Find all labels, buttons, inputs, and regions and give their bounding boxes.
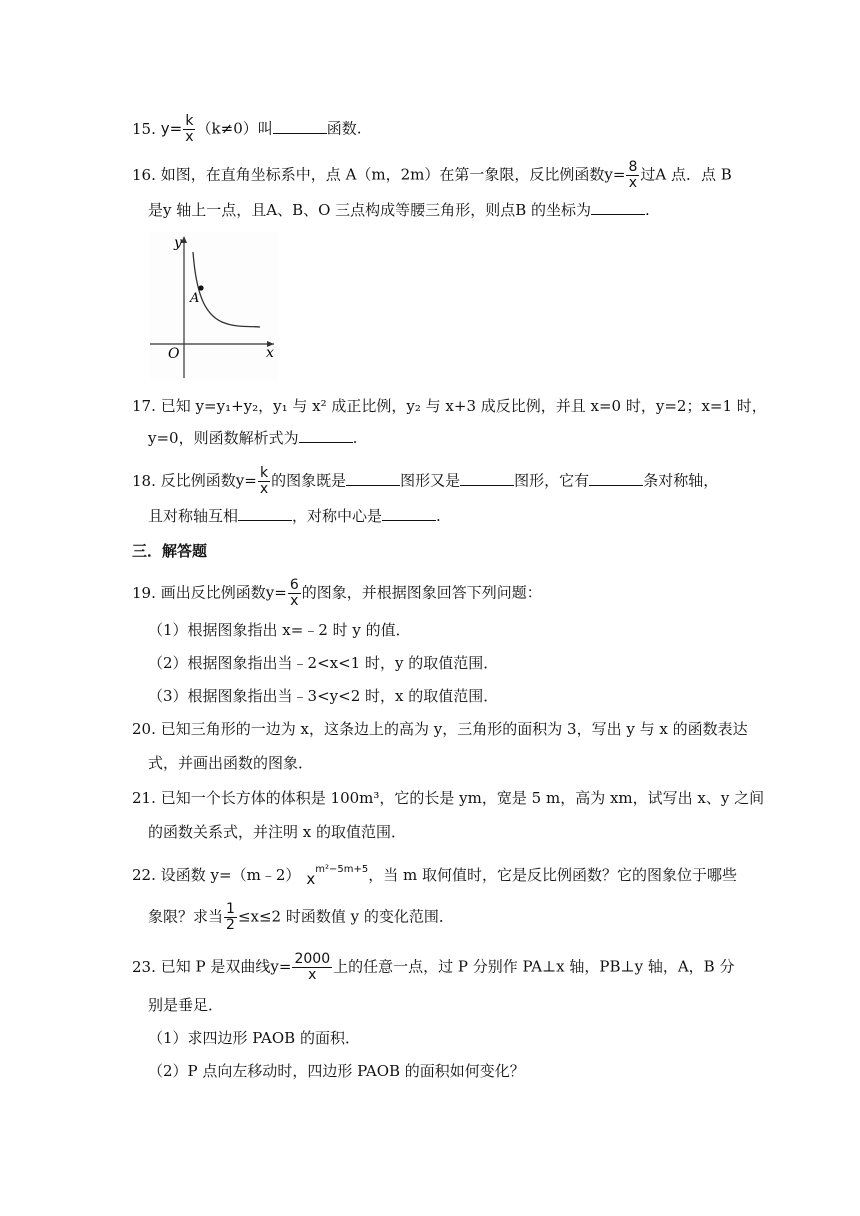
fraction-6-over-x [288, 578, 301, 609]
question-text: y 轴上一点，且 [163, 201, 267, 219]
question-text: ，对称中心是 [292, 507, 383, 525]
question-text: 的图象既是 [271, 471, 347, 490]
numerator: 6 [289, 577, 299, 593]
power-expression [306, 864, 368, 891]
question-text: 上的任意一点，过 P 分别作 PA⊥x 轴，PB⊥y 轴，A，B 分 [333, 957, 735, 976]
question-text: 函数. [326, 119, 362, 138]
fraction-k-over-x [258, 466, 270, 497]
x-axis-label: x [266, 345, 274, 361]
question-text: 的图象，并根据图象回答下列问题： [301, 583, 542, 602]
question-number: 20. [132, 720, 156, 738]
question-22-line-2 [148, 902, 454, 933]
question-23-part-2: （2）P 点向左移动时，四边形 PAOB 的面积如何变化？ [148, 1062, 525, 1080]
question-number: 17. [132, 397, 156, 415]
numerator: 8 [628, 159, 638, 175]
question-text: y=0，则函数解析式为 [148, 429, 299, 447]
section-heading: 三．解答题 [132, 542, 208, 560]
fraction-k-over-x [183, 114, 195, 145]
question-text: 是 [148, 201, 164, 219]
question-19-part-1: （1）根据图象指出 x=﹣2 时 y 的值． [148, 621, 411, 639]
question-text: 条对称轴， [643, 471, 719, 490]
denominator: x [290, 593, 299, 609]
denominator: 2 [226, 917, 235, 933]
equation-lhs: y= [160, 119, 183, 138]
denominator: x [259, 481, 269, 497]
question-text: ，当 m 取何值时，它是反比例函数？它的图象位于哪些 [368, 866, 738, 884]
question-21-line-2: 的函数关系式，并注明 x 的取值范围． [148, 823, 406, 841]
answer-blank[interactable] [346, 471, 400, 486]
question-text: B 的坐标为 [515, 201, 591, 219]
question-text: 已知三角形的一边为 x，这条边上的高为 y，三角形的面积为 3，写出 y 与 x 的函数表达 [160, 720, 748, 738]
question-20-line-2: 式，并画出函数的图象． [148, 754, 314, 772]
denominator: x [308, 967, 317, 983]
question-text: A 点．点 B [655, 165, 732, 184]
answer-blank[interactable] [299, 428, 353, 443]
point-a-label: A [190, 291, 200, 306]
numerator: k [185, 113, 194, 129]
question-number: 22. [132, 866, 156, 884]
question-20 [132, 717, 748, 741]
question-text: . [352, 429, 358, 447]
numerator: 1 [226, 901, 235, 917]
question-17-line-2 [148, 426, 357, 450]
question-19-part-3: （3）根据图象指出当﹣3<y<2 时，x 的取值范围． [148, 687, 499, 705]
question-number: 15. [132, 119, 156, 138]
hyperbola-figure [150, 232, 278, 380]
question-17 [132, 394, 767, 418]
denominator: x [185, 129, 194, 145]
point-a-marker [198, 285, 203, 290]
answer-blank[interactable] [382, 506, 436, 521]
equation-lhs: y= [235, 471, 257, 490]
question-19 [132, 578, 542, 609]
question-text: 已知 y=y₁+y₂，y₁ 与 x² 成正比例，y₂ 与 x+3 成反比例，并且 x=0 时，y=2；x=1 时， [160, 397, 767, 415]
question-15 [132, 114, 362, 145]
answer-blank[interactable] [238, 506, 292, 521]
question-16-line-2 [148, 198, 650, 222]
denominator: x [628, 175, 638, 191]
origin-label: O [168, 346, 180, 362]
question-text: 画出反比例函数 [160, 583, 266, 602]
question-number: 23. [132, 957, 156, 976]
question-text: （k≠0）叫 [196, 119, 273, 138]
question-23-part-1: （1）求四边形 PAOB 的面积． [148, 1029, 360, 1047]
question-text: 过 [640, 165, 656, 184]
question-number: 21. [132, 789, 156, 807]
question-text: ≤x≤2 时函数值 y 的变化范围． [237, 907, 454, 926]
question-text: . [645, 201, 650, 219]
question-23 [132, 952, 734, 983]
question-text: A、B、O 三点构成等腰三角形，则点 [266, 201, 516, 219]
answer-blank[interactable] [273, 119, 327, 134]
y-axis-label: y [174, 235, 182, 251]
question-18 [132, 466, 718, 497]
equation-lhs: y= [604, 165, 626, 184]
question-18-line-2 [148, 504, 441, 528]
question-text: 如图，在直角坐标系中，点 [160, 165, 341, 184]
question-text: 图形又是 [400, 471, 461, 490]
question-text: 反比例函数 [160, 471, 236, 490]
fraction-8-over-x [626, 160, 639, 191]
equation-lhs: y= [265, 583, 287, 602]
answer-blank[interactable] [591, 200, 645, 215]
question-text: 象限？求当 [148, 907, 224, 926]
equation-lhs: y= [270, 957, 292, 976]
question-text: 且对称轴互相 [148, 507, 239, 525]
fraction-1-over-2 [224, 902, 237, 933]
power-exponent: m²−5m+5 [315, 864, 369, 875]
power-base: x [306, 870, 316, 888]
question-text: A（m，2m）在第一象限，反比例函数 [345, 165, 605, 184]
question-number: 19. [132, 583, 156, 602]
question-text: 设函数 y=（m﹣2） [160, 866, 301, 884]
question-22 [132, 860, 737, 887]
question-text: 已知一个长方体的体积是 100m³，它的长是 ym，宽是 5 m，高为 xm，试写出 x、y 之间 [160, 789, 765, 807]
question-number: 16. [132, 165, 156, 184]
question-21 [132, 786, 764, 810]
answer-blank[interactable] [460, 471, 514, 486]
question-text: 图形，它有 [514, 471, 590, 490]
answer-blank[interactable] [589, 471, 643, 486]
question-19-part-2: （2）根据图象指出当﹣2<x<1 时，y 的取值范围． [148, 654, 499, 672]
fraction-2000-over-x [292, 952, 332, 983]
question-16 [132, 160, 732, 191]
numerator: 2000 [294, 951, 331, 967]
question-text: 已知 P 是双曲线 [160, 957, 271, 976]
question-23-line-2: 别是垂足． [148, 996, 224, 1014]
question-text: . [436, 507, 441, 525]
question-number: 18. [132, 471, 156, 490]
numerator: k [259, 465, 269, 481]
